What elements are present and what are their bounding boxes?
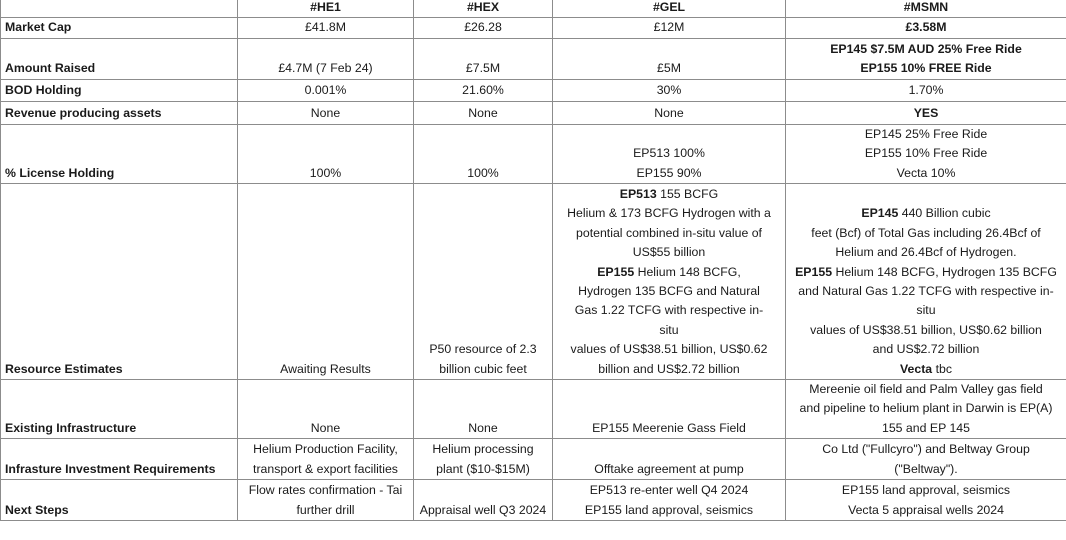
revenue-assets-hex: None (414, 101, 553, 124)
row-amount-raised (1, 38, 1066, 79)
market-cap-he1: £41.8M (238, 18, 414, 38)
existing-infra-hex: None (414, 380, 553, 439)
amount-raised-msmn-line: EP155 10% FREE Ride (860, 61, 992, 76)
ep155-code: EP155 (597, 264, 635, 279)
amount-raised-label: Amount Raised (1, 38, 238, 79)
resource-msmn-line (789, 204, 1063, 223)
resource-gel-line: billion and US$2.72 billion (598, 361, 740, 376)
ep513-text: 155 BCFG (656, 186, 719, 201)
resource-gel-line: values of US$38.51 billion, US$0.62 (570, 342, 768, 357)
investment-msmn-line: ("Beltway"). (894, 461, 958, 476)
market-cap-gel: £12M (553, 18, 786, 38)
resource-gel-line: Gas 1.22 TCFG with respective in- (574, 303, 764, 318)
next-msmn-line: Vecta 5 appraisal wells 2024 (848, 502, 1004, 517)
ep155-code: EP155 (795, 264, 833, 279)
infra-msmn-line: 155 and EP 145 (882, 420, 970, 435)
license-holding-msmn (786, 124, 1066, 183)
row-resource-estimates (1, 184, 1066, 380)
investment-label: Infrasture Investment Requirements (1, 439, 238, 480)
row-existing-infrastructure (1, 380, 1066, 439)
resource-msmn-line: values of US$38.51 billion, US$0.62 billion (810, 322, 1042, 337)
license-msmn-line: Vecta 10% (896, 165, 956, 180)
revenue-assets-he1: None (238, 101, 414, 124)
existing-infra-he1: None (238, 380, 414, 439)
market-cap-label: Market Cap (1, 18, 238, 38)
revenue-assets-msmn: YES (786, 101, 1066, 124)
row-next-steps (1, 480, 1066, 521)
license-holding-gel (553, 124, 786, 183)
investment-he1-line: Helium Production Facility, (253, 442, 398, 457)
resource-gel-line: situ (659, 322, 679, 337)
license-holding-hex: 100% (414, 124, 553, 183)
row-license-holding (1, 124, 1066, 183)
infra-msmn-line: and pipeline to helium plant in Darwin is EP(A) (799, 401, 1053, 416)
resource-msmn-line: situ (916, 303, 936, 318)
investment-gel: Offtake agreement at pump (553, 439, 786, 480)
resource-gel-line: Hydrogen 135 BCFG and Natural (578, 284, 760, 298)
resource-msmn-line: and Natural Gas 1.22 TCFG with respective in- (798, 284, 1054, 298)
resource-gel-line: potential combined in-situ value of (576, 225, 762, 240)
amount-raised-hex: £7.5M (414, 38, 553, 79)
investment-he1 (238, 439, 414, 480)
infra-msmn-line: Mereenie oil field and Palm Valley gas field (809, 382, 1043, 397)
investment-msmn-line: Co Ltd ("Fullcyro") and Beltway Group (822, 442, 1030, 457)
resource-he1: Awaiting Results (238, 184, 414, 380)
next-he1-line: further drill (296, 502, 355, 517)
bod-holding-hex: 21.60% (414, 79, 553, 101)
row-revenue-assets (1, 101, 1066, 124)
amount-raised-gel: £5M (553, 38, 786, 79)
bod-holding-msmn: 1.70% (786, 79, 1066, 101)
existing-infra-label: Existing Infrastructure (1, 380, 238, 439)
resource-gel (553, 184, 786, 380)
next-he1-line: Flow rates confirmation - Tai (248, 483, 403, 498)
existing-infra-gel: EP155 Meerenie Gass Field (553, 380, 786, 439)
license-msmn-line: EP145 25% Free Ride (864, 126, 988, 141)
resource-hex-line: billion cubic feet (439, 361, 527, 376)
bod-holding-he1: 0.001% (238, 79, 414, 101)
vecta-code: Vecta (900, 361, 933, 376)
investment-hex-line: Helium processing (432, 442, 534, 457)
license-msmn-line: EP155 10% Free Ride (864, 146, 988, 161)
resource-gel-line: Helium & 173 BCFG Hydrogen with a (567, 206, 771, 221)
next-steps-he1 (238, 480, 414, 521)
resource-gel-line (556, 263, 782, 282)
bod-holding-gel: 30% (553, 79, 786, 101)
vecta-text: tbc (932, 361, 952, 376)
row-bod-holding (1, 79, 1066, 101)
investment-msmn (786, 439, 1066, 480)
ep155-text: Helium 148 BCFG, (634, 264, 741, 279)
investment-he1-line: transport & export facilities (253, 461, 398, 476)
resource-hex (414, 184, 553, 380)
header-he1: #HE1 (238, 0, 414, 18)
resource-msmn-line: Helium and 26.4Bcf of Hydrogen. (835, 245, 1017, 260)
amount-raised-he1: £4.7M (7 Feb 24) (238, 38, 414, 79)
next-steps-gel (553, 480, 786, 521)
next-msmn-line: EP155 land approval, seismics (841, 483, 1011, 498)
license-holding-label: % License Holding (1, 124, 238, 183)
ep145-code: EP145 (861, 206, 899, 221)
resource-hex-line: P50 resource of 2.3 (429, 342, 537, 357)
next-gel-line: EP155 land approval, seismics (584, 502, 754, 517)
ep145-text: 440 Billion cubic (898, 206, 991, 221)
license-gel-line: EP155 90% (636, 165, 702, 180)
market-cap-hex: £26.28 (414, 18, 553, 38)
license-gel-line: EP513 100% (633, 146, 705, 161)
investment-hex (414, 439, 553, 480)
ep155-text: Helium 148 BCFG, Hydrogen 135 BCFG (832, 264, 1057, 279)
header-gel: #GEL (553, 0, 786, 18)
header-row (1, 0, 1066, 18)
amount-raised-msmn-line: EP145 $7.5M AUD 25% Free Ride (830, 42, 1022, 56)
investment-hex-line: plant ($10-$15M) (436, 461, 530, 476)
resource-gel-line (556, 185, 782, 204)
bod-holding-label: BOD Holding (1, 79, 238, 101)
market-cap-msmn: £3.58M (786, 18, 1066, 38)
resource-msmn-line: and US$2.72 billion (872, 342, 980, 357)
row-investment-requirements (1, 439, 1066, 480)
resource-estimates-label: Resource Estimates (1, 184, 238, 380)
license-holding-he1: 100% (238, 124, 414, 183)
header-msmn: #MSMN (786, 0, 1066, 18)
revenue-assets-label: Revenue producing assets (1, 101, 238, 124)
next-gel-line: EP513 re-enter well Q4 2024 (589, 483, 749, 498)
next-steps-hex: Appraisal well Q3 2024 (414, 480, 553, 521)
amount-raised-msmn (786, 38, 1066, 79)
resource-msmn (786, 184, 1066, 380)
next-steps-label: Next Steps (1, 480, 238, 521)
resource-msmn-line: feet (Bcf) of Total Gas including 26.4Bcf of (811, 225, 1041, 240)
row-market-cap (1, 18, 1066, 38)
header-blank-cell (1, 0, 238, 18)
ep513-code: EP513 (619, 186, 657, 201)
next-steps-msmn (786, 480, 1066, 521)
existing-infra-msmn (786, 380, 1066, 439)
revenue-assets-gel: None (553, 101, 786, 124)
resource-gel-line: US$55 billion (632, 245, 706, 260)
header-hex: #HEX (414, 0, 553, 18)
resource-msmn-line (789, 360, 1063, 379)
resource-msmn-line (789, 263, 1063, 282)
